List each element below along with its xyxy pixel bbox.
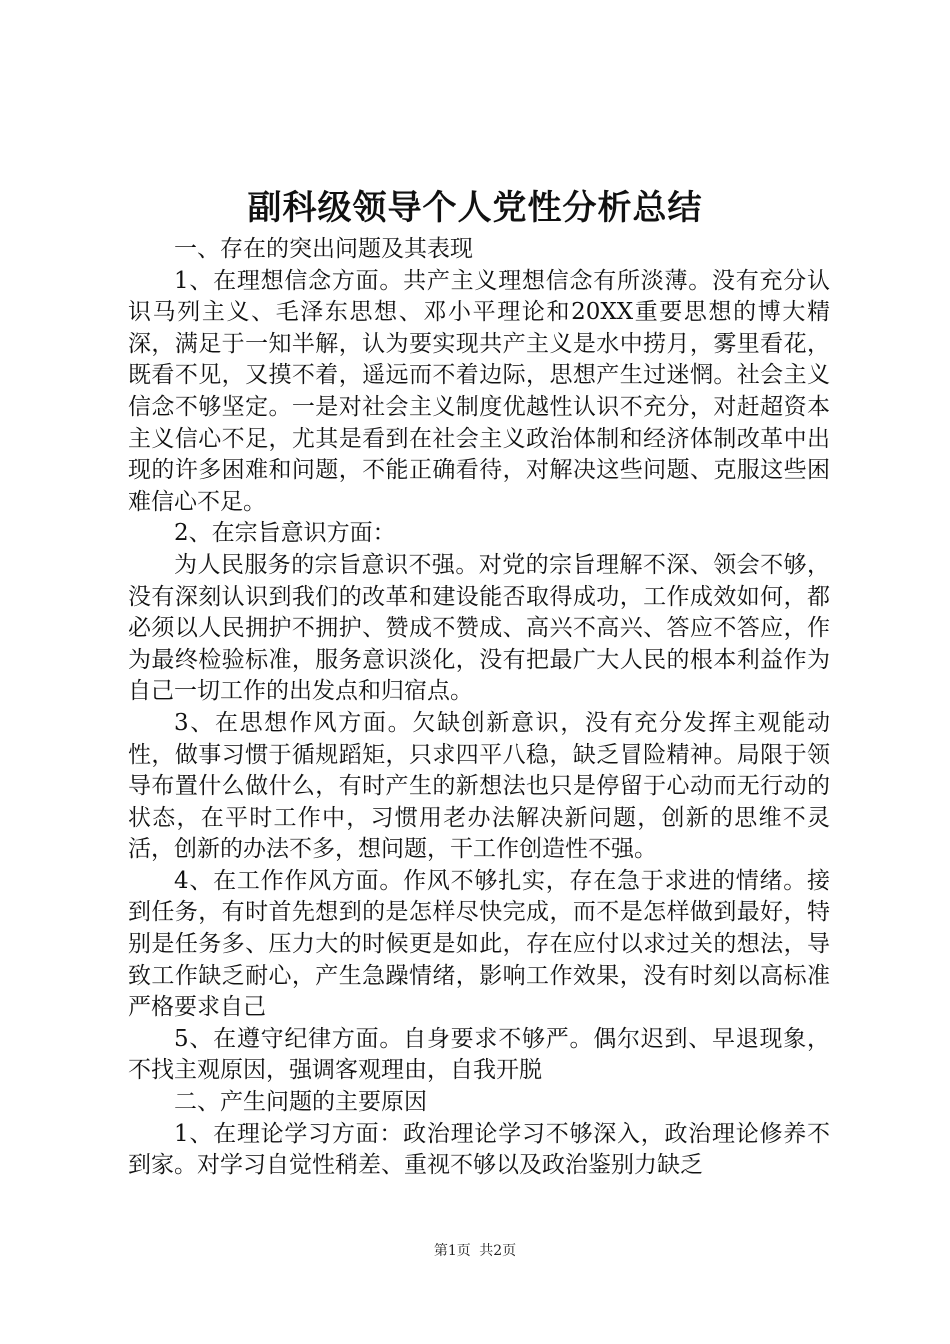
paragraph-discipline: 5、在遵守纪律方面。自身要求不够严。偶尔迟到、早退现象，不找主观原因，强调客观理由，自我开脱 bbox=[128, 1025, 830, 1084]
paragraph-thinking-style: 3、在思想作风方面。欠缺创新意识，没有充分发挥主观能动性，做事习惯于循规蹈矩，只求四平八稳，缺乏冒险精神。局限于领导布置什么做什么，有时产生的新想法也只是停留于心动而无行动的状态，在平时工作中，习惯用老办法解决新问题，创新的思维不灵活，创新的办法不多，想问题，干工作创造性不强。 bbox=[128, 709, 830, 863]
paragraph-purpose: 为人民服务的宗旨意识不强。对党的宗旨理解不深、领会不够，没有深刻认识到我们的改革和建设能否取得成功，工作成效如何，都必须以人民拥护不拥护、赞成不赞成、高兴不高兴、答应不答应，作为最终检验标准，服务意识淡化，没有把最广大人民的根本利益作为自己一切工作的出发点和归宿点。 bbox=[128, 551, 830, 705]
section-heading-2: 二、产生问题的主要原因 bbox=[174, 1089, 427, 1116]
page-footer bbox=[0, 1241, 950, 1261]
document-title: 副科级领导个人党性分析总结 bbox=[247, 188, 703, 228]
section-heading-1: 一、存在的突出问题及其表现 bbox=[174, 236, 473, 262]
paragraph-work-style: 4、在工作作风方面。作风不够扎实，存在急于求进的情绪。接到任务，有时首先想到的是怎样尽快完成，而不是怎样做到最好，特别是任务多、压力大的时候更是如此，存在应付以求过关的想法，导致工作缺乏耐心，产生急躁情绪，影响工作效果，没有时刻以高标准严格要求自己 bbox=[128, 867, 830, 1021]
paragraph-purpose-heading: 2、在宗旨意识方面： bbox=[174, 520, 396, 547]
page-number: 第1页 bbox=[433, 1243, 471, 1259]
paragraph-ideals: 1、在理想信念方面。共产主义理想信念有所淡薄。没有充分认识马列主义、毛泽东思想、邓小平理论和20XX重要思想的博大精深，满足于一知半解，认为要实现共产主义是水中捞月，雾里看花，既看不见，又摸不着，遥远而不着边际，思想产生过迷惘。社会主义信念不够坚定。一是对社会主义制度优越性认识不充分，对赶超资本主义信心不足，尤其是看到在社会主义政治体制和经济体制改革中出现的许多困难和问题，不能正确看待，对解决这些问题、克服这些困难信心不足。 bbox=[128, 267, 830, 515]
document-body bbox=[128, 234, 830, 1182]
paragraph-theory-study: 1、在理论学习方面：政治理论学习不够深入，政治理论修养不到家。对学习自觉性稍差、重视不够以及政治鉴别力缺乏 bbox=[128, 1120, 830, 1179]
page-total: 共2页 bbox=[479, 1243, 517, 1259]
